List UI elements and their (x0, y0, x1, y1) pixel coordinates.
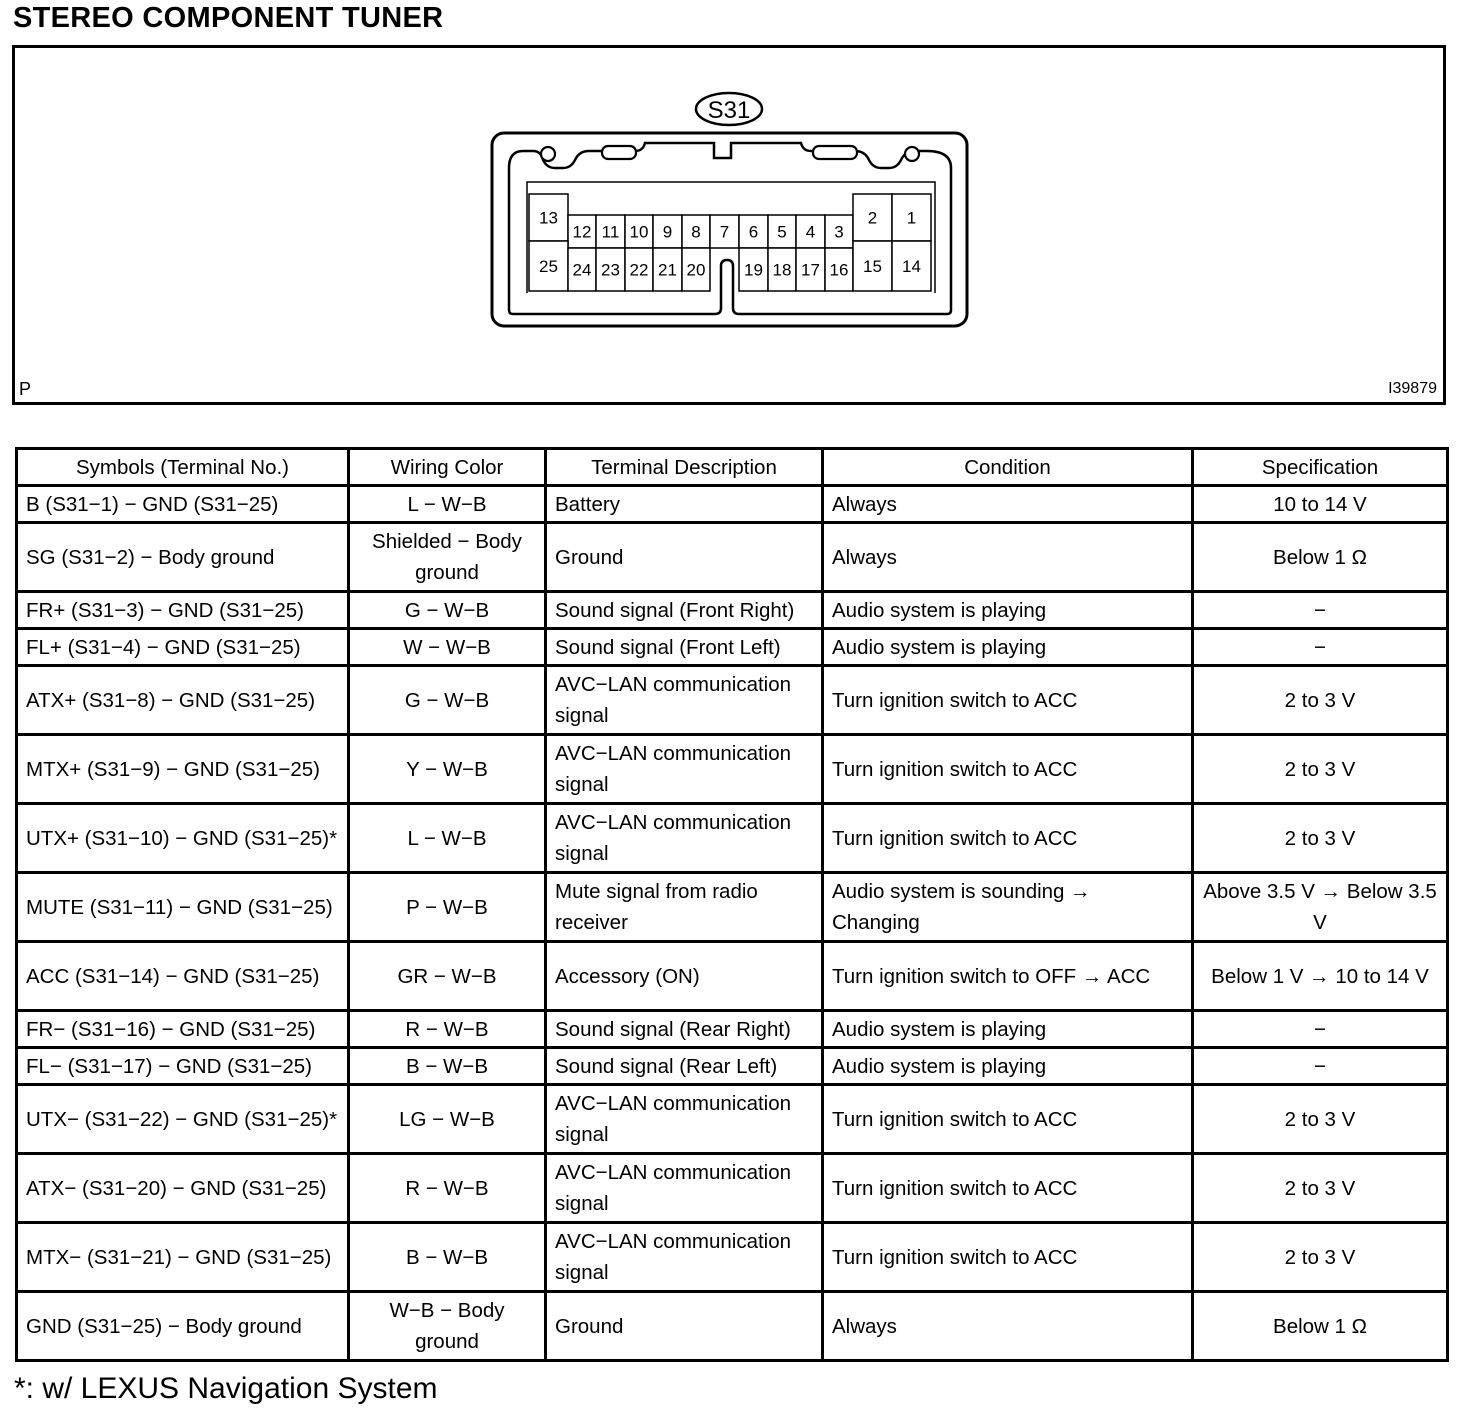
table-body (17, 486, 1448, 1361)
pin-6-label: 6 (748, 222, 759, 242)
cell-condition: Always (823, 523, 1193, 592)
latch-slot-left (602, 146, 636, 159)
cell-wiring-color: G − W−B (349, 666, 546, 735)
cell-specification: 2 to 3 V (1193, 1154, 1448, 1223)
cell-wiring-color: P − W−B (349, 873, 546, 942)
cell-specification: Below 1 Ω (1193, 523, 1448, 592)
cell-symbol: FR+ (S31−3) − GND (S31−25) (17, 592, 349, 629)
cell-condition: Turn ignition switch to ACC (823, 1223, 1193, 1292)
pin-3-label: 3 (834, 222, 844, 242)
table-row (17, 1085, 1448, 1154)
cell-specification: 2 to 3 V (1193, 1085, 1448, 1154)
cell-symbol: ATX− (S31−20) − GND (S31−25) (17, 1154, 349, 1223)
pin-2-label: 2 (867, 208, 878, 228)
pin-11-label: 11 (601, 222, 620, 242)
cell-description: AVC−LAN communication signal (546, 1223, 823, 1292)
cell-specification: − (1193, 629, 1448, 666)
cell-wiring-color: GR − W−B (349, 942, 546, 1011)
cell-description: Ground (546, 523, 823, 592)
locating-hole-left (541, 147, 555, 161)
page-title: STEREO COMPONENT TUNER (13, 2, 444, 34)
cell-specification: Below 1 Ω (1193, 1292, 1448, 1361)
table-row (17, 592, 1448, 629)
cell-condition: Audio system is sounding → Changing (823, 873, 1193, 942)
table-row (17, 873, 1448, 942)
pin-17-label: 17 (801, 260, 820, 280)
connector-s31-drawing (15, 48, 1443, 402)
cell-symbol: UTX+ (S31−10) − GND (S31−25)* (17, 804, 349, 873)
table-row (17, 942, 1448, 1011)
pin-24-label: 24 (572, 260, 592, 280)
cell-condition: Turn ignition switch to ACC (823, 735, 1193, 804)
pin-1-label: 1 (906, 208, 917, 228)
cell-symbol: FL+ (S31−4) − GND (S31−25) (17, 629, 349, 666)
cell-condition: Turn ignition switch to OFF → ACC (823, 942, 1193, 1011)
pin-14-label: 14 (902, 257, 921, 276)
table-row (17, 1223, 1448, 1292)
table-row (17, 629, 1448, 666)
table-row (17, 666, 1448, 735)
pin-5-label: 5 (777, 222, 787, 242)
pin-4-label: 4 (805, 222, 816, 242)
cell-description: Battery (546, 486, 823, 523)
cell-description: Sound signal (Front Left) (546, 629, 823, 666)
pin-8-label: 8 (691, 222, 701, 242)
cell-specification: 10 to 14 V (1193, 486, 1448, 523)
cell-description: Ground (546, 1292, 823, 1361)
table-row (17, 1292, 1448, 1361)
latch-slot-right (813, 146, 857, 159)
cell-description: AVC−LAN communication signal (546, 735, 823, 804)
cell-description: AVC−LAN communication signal (546, 804, 823, 873)
cell-specification: − (1193, 1011, 1448, 1048)
cell-condition: Audio system is playing (823, 629, 1193, 666)
pin-25-label: 25 (539, 257, 558, 276)
cell-wiring-color: Shielded − Body ground (349, 523, 546, 592)
cell-symbol: FR− (S31−16) − GND (S31−25) (17, 1011, 349, 1048)
cell-description: AVC−LAN communication signal (546, 1154, 823, 1223)
cell-symbol: ATX+ (S31−8) − GND (S31−25) (17, 666, 349, 735)
table-row (17, 523, 1448, 592)
cell-condition: Turn ignition switch to ACC (823, 1085, 1193, 1154)
cell-description: AVC−LAN communication signal (546, 666, 823, 735)
header-terminal-description: Terminal Description (546, 449, 823, 486)
cell-symbol: FL− (S31−17) − GND (S31−25) (17, 1048, 349, 1085)
cell-condition: Audio system is playing (823, 1011, 1193, 1048)
cell-wiring-color: L − W−B (349, 486, 546, 523)
cell-wiring-color: Y − W−B (349, 735, 546, 804)
cell-symbol: UTX− (S31−22) − GND (S31−25)* (17, 1085, 349, 1154)
table-header-row (17, 449, 1448, 486)
cell-description: AVC−LAN communication signal (546, 1085, 823, 1154)
cell-symbol: ACC (S31−14) − GND (S31−25) (17, 942, 349, 1011)
pin-13-label: 13 (539, 208, 558, 228)
cell-symbol: GND (S31−25) − Body ground (17, 1292, 349, 1361)
pin-20-label: 20 (686, 260, 706, 280)
cell-condition: Turn ignition switch to ACC (823, 804, 1193, 873)
header-wiring-color: Wiring Color (349, 449, 546, 486)
cell-wiring-color: B − W−B (349, 1223, 546, 1292)
cell-wiring-color: W−B − Body ground (349, 1292, 546, 1361)
cell-condition: Audio system is playing (823, 1048, 1193, 1085)
cell-specification: 2 to 3 V (1193, 1223, 1448, 1292)
cell-wiring-color: R − W−B (349, 1154, 546, 1223)
header-specification: Specification (1193, 449, 1448, 486)
table-row (17, 1011, 1448, 1048)
cell-symbol: SG (S31−2) − Body ground (17, 523, 349, 592)
cell-wiring-color: W − W−B (349, 629, 546, 666)
header-symbols: Symbols (Terminal No.) (17, 449, 349, 486)
cell-symbol: MTX− (S31−21) − GND (S31−25) (17, 1223, 349, 1292)
cell-condition: Always (823, 486, 1193, 523)
cell-description: Sound signal (Rear Right) (546, 1011, 823, 1048)
table-row (17, 486, 1448, 523)
cell-condition: Turn ignition switch to ACC (823, 666, 1193, 735)
cell-specification: 2 to 3 V (1193, 666, 1448, 735)
cell-condition: Turn ignition switch to ACC (823, 1154, 1193, 1223)
locating-hole-right (905, 147, 919, 161)
pin-10-label: 10 (629, 222, 649, 242)
figure-id: I39879 (1388, 380, 1437, 397)
pin-12-label: 12 (572, 222, 592, 242)
pin-16-label: 16 (829, 260, 849, 280)
cell-description: Sound signal (Rear Left) (546, 1048, 823, 1085)
header-condition: Condition (823, 449, 1193, 486)
cell-wiring-color: G − W−B (349, 592, 546, 629)
cell-wiring-color: R − W−B (349, 1011, 546, 1048)
cell-specification: 2 to 3 V (1193, 804, 1448, 873)
cell-description: Sound signal (Front Right) (546, 592, 823, 629)
table-row (17, 1048, 1448, 1085)
cell-specification: Below 1 V → 10 to 14 V (1193, 942, 1448, 1011)
pin-18-label: 18 (772, 260, 792, 280)
terminal-spec-table (15, 447, 1449, 1362)
pin-19-label: 19 (744, 260, 763, 280)
cell-specification: − (1193, 1048, 1448, 1085)
cell-wiring-color: L − W−B (349, 804, 546, 873)
cell-symbol: MUTE (S31−11) − GND (S31−25) (17, 873, 349, 942)
connector-id-label: S31 (707, 97, 751, 124)
cell-specification: − (1193, 592, 1448, 629)
cell-wiring-color: B − W−B (349, 1048, 546, 1085)
corner-label: P (19, 379, 32, 399)
cell-description: Mute signal from radio receiver (546, 873, 823, 942)
cell-symbol: B (S31−1) − GND (S31−25) (17, 486, 349, 523)
pin-7-label: 7 (719, 222, 730, 242)
pin-23-label: 23 (601, 260, 620, 280)
cell-wiring-color: LG − W−B (349, 1085, 546, 1154)
pin-21-label: 21 (658, 260, 677, 280)
table-row (17, 804, 1448, 873)
pin-15-label: 15 (863, 257, 882, 276)
cell-description: Accessory (ON) (546, 942, 823, 1011)
pin-9-label: 9 (662, 222, 673, 242)
cell-symbol: MTX+ (S31−9) − GND (S31−25) (17, 735, 349, 804)
cell-condition: Audio system is playing (823, 592, 1193, 629)
cell-specification: 2 to 3 V (1193, 735, 1448, 804)
cell-specification: Above 3.5 V → Below 3.5 V (1193, 873, 1448, 942)
cell-condition: Always (823, 1292, 1193, 1361)
table-row (17, 735, 1448, 804)
pin-22-label: 22 (629, 260, 649, 280)
footnote: *: w/ LEXUS Navigation System (14, 1372, 438, 1405)
table-row (17, 1154, 1448, 1223)
connector-diagram (12, 45, 1446, 405)
